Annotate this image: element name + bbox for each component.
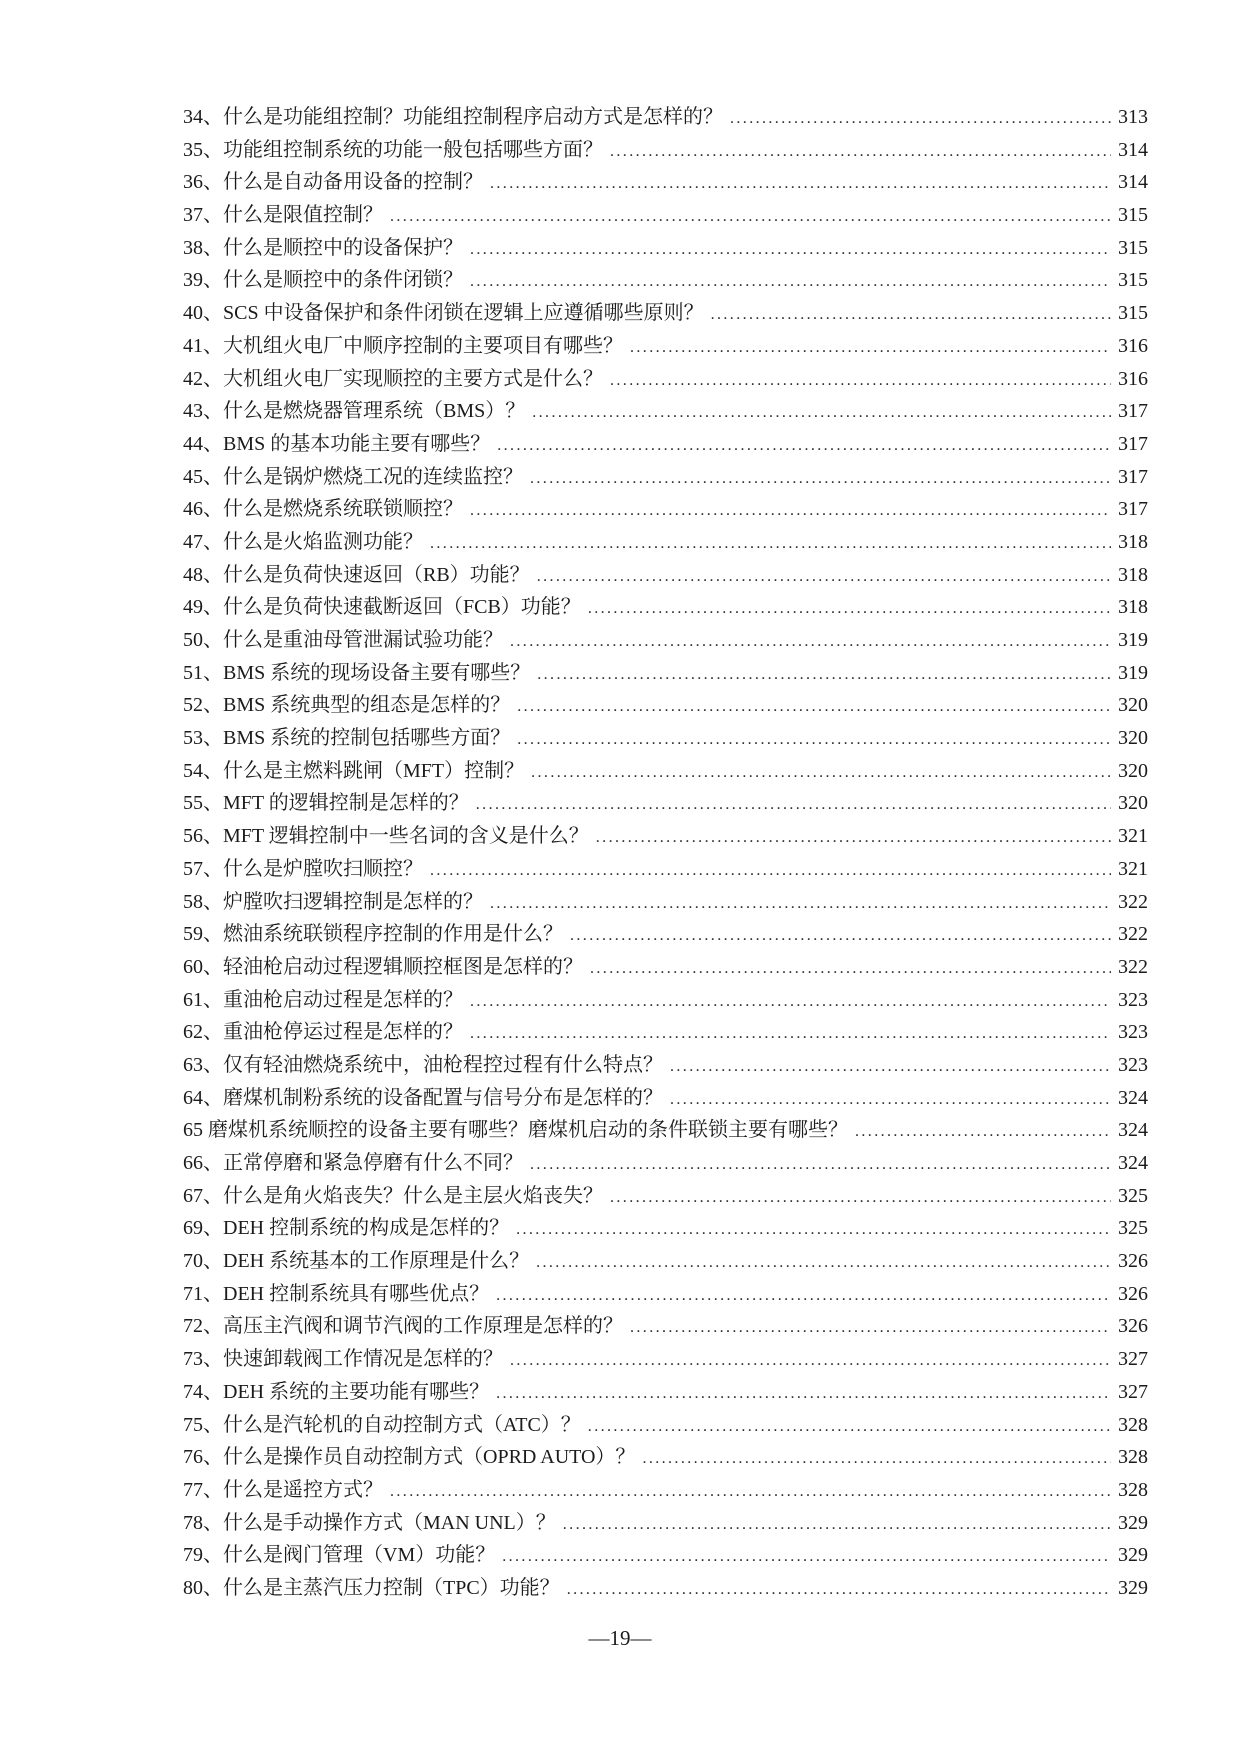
toc-entry[interactable]	[183, 1571, 1148, 1604]
toc-entry-page: 322	[1118, 890, 1148, 913]
toc-entry-label: 36、什么是自动备用设备的控制？	[183, 171, 483, 194]
dot-leader	[502, 1544, 1111, 1567]
dot-leader	[537, 564, 1111, 587]
dot-leader	[496, 1283, 1111, 1306]
toc-entry-label: 76、什么是操作员自动控制方式（OPRD AUTO）？	[183, 1446, 636, 1469]
toc-entry-label: 43、什么是燃烧器管理系统（BMS）？	[183, 400, 526, 423]
toc-entry-page: 320	[1118, 792, 1148, 815]
dot-leader	[470, 237, 1111, 260]
toc-entry-label: 61、重油枪启动过程是怎样的？	[183, 988, 463, 1011]
toc-entry-page: 315	[1118, 269, 1148, 292]
dot-leader	[517, 727, 1111, 750]
toc-entry[interactable]	[183, 1048, 1148, 1081]
toc-entry[interactable]	[183, 1146, 1148, 1179]
toc-entry[interactable]	[183, 1244, 1148, 1277]
toc-entry-page: 329	[1118, 1511, 1148, 1534]
toc-entry-label: 66、正常停磨和紧急停磨有什么不同？	[183, 1152, 523, 1174]
toc-entry-page: 328	[1118, 1446, 1148, 1469]
toc-entry-label: 70、DEH 系统基本的工作原理是什么？	[183, 1250, 530, 1273]
toc-entry[interactable]	[183, 231, 1148, 264]
dot-leader	[596, 825, 1111, 848]
toc-entry[interactable]	[183, 362, 1148, 395]
dot-leader	[610, 1185, 1111, 1208]
toc-entry[interactable]	[183, 329, 1148, 362]
toc-entry-label: 71、DEH 控制系统具有哪些优点？	[183, 1282, 490, 1305]
dot-leader	[567, 1577, 1111, 1600]
dot-leader	[536, 1250, 1111, 1273]
toc-entry[interactable]	[183, 427, 1148, 460]
toc-entry-page: 326	[1118, 1315, 1148, 1338]
toc-entry[interactable]	[183, 885, 1148, 918]
toc-entry-label: 54、什么是主燃料跳闸（MFT）控制？	[183, 759, 525, 782]
toc-entry-label: 60、轻油枪启动过程逻辑顺控框图是怎样的？	[183, 955, 583, 978]
toc-entry-page: 324	[1118, 1152, 1148, 1174]
dot-leader	[610, 368, 1111, 391]
toc-entry[interactable]	[183, 819, 1148, 852]
toc-entry-label: 78、什么是手动操作方式（MAN UNL）？	[183, 1511, 556, 1534]
dot-leader	[476, 792, 1111, 815]
dot-leader	[496, 1381, 1111, 1404]
toc-entry[interactable]	[183, 492, 1148, 525]
toc-entry-page: 318	[1118, 596, 1148, 619]
toc-entry-label: 79、什么是阀门管理（VM）功能？	[183, 1544, 496, 1567]
toc-entry-page: 323	[1118, 1053, 1148, 1076]
toc-entry[interactable]	[183, 165, 1148, 198]
toc-entry-page: 321	[1118, 825, 1148, 848]
dot-leader	[490, 891, 1111, 914]
toc-entry[interactable]	[183, 1538, 1148, 1571]
toc-entry-page: 321	[1118, 857, 1148, 880]
toc-entry-page: 318	[1118, 530, 1148, 553]
toc-entry-label: 38、什么是顺控中的设备保护？	[183, 236, 463, 259]
toc-entry-label: 42、大机组火电厂实现顺控的主要方式是什么？	[183, 367, 603, 390]
toc-entry-label: 35、功能组控制系统的功能一般包括哪些方面？	[183, 138, 603, 161]
toc-entry-label: 65 磨煤机系统顺控的设备主要有哪些？磨煤机启动的条件联锁主要有哪些？	[183, 1119, 848, 1142]
toc-entry-page: 315	[1118, 302, 1148, 325]
toc-entry-page: 315	[1118, 236, 1148, 259]
toc-entry-label: 72、高压主汽阀和调节汽阀的工作原理是怎样的？	[183, 1315, 623, 1338]
dot-leader	[510, 1348, 1111, 1371]
toc-entry-page: 317	[1118, 465, 1148, 488]
toc-entry[interactable]	[183, 1342, 1148, 1375]
toc-entry[interactable]	[183, 917, 1148, 950]
toc-entry-page: 316	[1118, 367, 1148, 390]
toc-entry-label: 55、MFT 的逻辑控制是怎样的？	[183, 792, 469, 815]
toc-entry[interactable]	[183, 1408, 1148, 1441]
toc-entry-label: 63、仅有轻油燃烧系统中，油枪程控过程有什么特点？	[183, 1053, 663, 1076]
toc-entry[interactable]	[183, 1277, 1148, 1310]
dot-leader	[470, 498, 1111, 521]
toc-entry-page: 317	[1118, 432, 1148, 455]
toc-entry-label: 67、什么是角火焰丧失？什么是主层火焰丧失？	[183, 1184, 603, 1207]
toc-entry-page: 326	[1118, 1282, 1148, 1305]
dot-leader	[670, 1054, 1111, 1077]
toc-entry-label: 80、什么是主蒸汽压力控制（TPC）功能？	[183, 1576, 560, 1599]
toc-entry-label: 74、DEH 系统的主要功能有哪些？	[183, 1380, 490, 1403]
toc-entry[interactable]	[183, 721, 1148, 754]
toc-entry-page: 319	[1118, 629, 1148, 651]
toc-entry-label: 40、SCS 中设备保护和条件闭锁在逻辑上应遵循哪些原则？	[183, 302, 704, 325]
toc-entry[interactable]	[183, 590, 1148, 623]
dot-leader	[490, 171, 1111, 194]
dot-leader	[855, 1119, 1111, 1142]
toc-entry[interactable]	[183, 1015, 1148, 1048]
toc-entry-page: 320	[1118, 759, 1148, 782]
toc-entry-label: 69、DEH 控制系统的构成是怎样的？	[183, 1217, 510, 1240]
toc-entry-label: 34、什么是功能组控制？功能组控制程序启动方式是怎样的？	[183, 106, 723, 128]
toc-entry-page: 324	[1118, 1119, 1148, 1142]
dot-leader	[516, 1217, 1111, 1240]
dot-leader	[530, 1152, 1111, 1175]
toc-entry-page: 323	[1118, 1021, 1148, 1044]
dot-leader	[470, 1021, 1111, 1044]
toc-entry[interactable]	[183, 1179, 1148, 1212]
toc-entry[interactable]	[183, 950, 1148, 983]
toc-entry-page: 316	[1118, 334, 1148, 357]
toc-entry-label: 41、大机组火电厂中顺序控制的主要项目有哪些？	[183, 334, 623, 357]
toc-entry-label: 47、什么是火焰监测功能？	[183, 530, 423, 553]
page-number-footer: —19—	[588, 1626, 652, 1650]
toc-entry[interactable]	[183, 525, 1148, 558]
dot-leader	[563, 1512, 1111, 1535]
toc-entry-label: 59、燃油系统联锁程序控制的作用是什么？	[183, 923, 563, 946]
dot-leader	[390, 1479, 1111, 1502]
toc-entry-label: 53、BMS 系统的控制包括哪些方面？	[183, 727, 511, 750]
toc-entry-page: 328	[1118, 1478, 1148, 1501]
toc-entry-page: 325	[1118, 1184, 1148, 1207]
dot-leader	[588, 1414, 1111, 1437]
toc-entry-page: 319	[1118, 661, 1148, 684]
toc-entry[interactable]	[183, 296, 1148, 329]
toc-entry-label: 52、BMS 系统典型的组态是怎样的？	[183, 694, 511, 717]
toc-entry-page: 327	[1118, 1348, 1148, 1371]
toc-entry[interactable]	[183, 1113, 1148, 1146]
dot-leader	[470, 269, 1111, 292]
toc-entry[interactable]	[183, 1506, 1148, 1539]
toc-entry-label: 37、什么是限值控制？	[183, 204, 383, 227]
toc-entry-label: 64、磨煤机制粉系统的设备配置与信号分布是怎样的？	[183, 1086, 663, 1109]
toc-entry[interactable]	[183, 1211, 1148, 1244]
toc-entry[interactable]	[183, 852, 1148, 885]
dot-leader	[430, 531, 1111, 554]
toc-entry[interactable]	[183, 623, 1148, 656]
toc-entry[interactable]	[183, 1440, 1148, 1473]
toc-entry-page: 327	[1118, 1380, 1148, 1403]
dot-leader	[610, 139, 1111, 162]
dot-leader	[537, 662, 1111, 685]
toc-entry[interactable]	[183, 1473, 1148, 1506]
toc-entry[interactable]	[183, 983, 1148, 1016]
dot-leader	[531, 760, 1111, 783]
toc-entry-label: 44、BMS 的基本功能主要有哪些？	[183, 432, 491, 455]
dot-leader	[530, 466, 1111, 489]
toc-entry[interactable]	[183, 198, 1148, 231]
toc-entry-page: 317	[1118, 498, 1148, 521]
toc-entry-page: 322	[1118, 955, 1148, 978]
toc-entry-label: 58、炉膛吹扫逻辑控制是怎样的？	[183, 890, 483, 913]
toc-entry-page: 318	[1118, 563, 1148, 586]
toc-entry-page: 329	[1118, 1544, 1148, 1567]
toc-entry-label: 51、BMS 系统的现场设备主要有哪些？	[183, 661, 531, 684]
toc-entry-label: 77、什么是遥控方式？	[183, 1478, 383, 1501]
dot-leader	[510, 629, 1111, 652]
toc-entry[interactable]	[183, 754, 1148, 787]
toc-entry-page: 322	[1118, 923, 1148, 946]
toc-entry[interactable]	[183, 786, 1148, 819]
toc-entry[interactable]	[183, 1081, 1148, 1114]
toc-entry-label: 57、什么是炉膛吹扫顺控？	[183, 857, 423, 880]
toc-entry-label: 73、快速卸载阀工作情况是怎样的？	[183, 1348, 503, 1371]
dot-leader	[670, 1087, 1111, 1110]
dot-leader	[532, 400, 1111, 423]
toc-entry-label: 56、MFT 逻辑控制中一些名词的含义是什么？	[183, 825, 589, 848]
toc-entry-page: 320	[1118, 727, 1148, 750]
toc-entry-page: 314	[1118, 138, 1148, 161]
toc-entry-page: 323	[1118, 988, 1148, 1011]
toc-entry-page: 314	[1118, 171, 1148, 194]
toc-entry[interactable]	[183, 656, 1148, 689]
toc-entry-page: 328	[1118, 1413, 1148, 1436]
dot-leader	[517, 694, 1111, 717]
toc-entry-page: 320	[1118, 694, 1148, 717]
dot-leader	[590, 956, 1111, 979]
toc-entry-label: 75、什么是汽轮机的自动控制方式（ATC）？	[183, 1413, 581, 1436]
toc-entry[interactable]	[183, 133, 1148, 166]
toc-entry-page: 329	[1118, 1576, 1148, 1599]
toc-entry-page: 325	[1118, 1217, 1148, 1240]
toc-entry[interactable]	[183, 1309, 1148, 1342]
toc-entry-label: 48、什么是负荷快速返回（RB）功能？	[183, 563, 530, 586]
dot-leader	[711, 302, 1111, 325]
toc-entry-label: 46、什么是燃烧系统联锁顺控？	[183, 498, 463, 521]
dot-leader	[630, 335, 1111, 358]
toc-entry[interactable]	[183, 100, 1148, 133]
toc-list	[183, 100, 1148, 1604]
dot-leader	[390, 204, 1111, 227]
dot-leader	[642, 1446, 1111, 1469]
toc-entry-label: 49、什么是负荷快速截断返回（FCB）功能？	[183, 596, 581, 619]
toc-entry-label: 62、重油枪停运过程是怎样的？	[183, 1021, 463, 1044]
toc-entry[interactable]	[183, 1375, 1148, 1408]
toc-entry-page: 324	[1118, 1086, 1148, 1109]
toc-entry[interactable]	[183, 460, 1148, 493]
toc-entry-page: 326	[1118, 1250, 1148, 1273]
dot-leader	[588, 596, 1111, 619]
toc-entry-label: 50、什么是重油母管泄漏试验功能？	[183, 629, 503, 651]
toc-entry[interactable]	[183, 688, 1148, 721]
toc-entry-page: 313	[1118, 106, 1148, 128]
toc-entry-page: 315	[1118, 204, 1148, 227]
toc-entry-label: 45、什么是锅炉燃烧工况的连续监控？	[183, 465, 523, 488]
dot-leader	[470, 989, 1111, 1012]
toc-entry[interactable]	[183, 394, 1148, 427]
dot-leader	[497, 433, 1111, 456]
dot-leader	[570, 923, 1111, 946]
dot-leader	[730, 106, 1111, 129]
dot-leader	[430, 858, 1111, 881]
toc-entry-page: 317	[1118, 400, 1148, 423]
toc-entry[interactable]	[183, 558, 1148, 591]
toc-entry[interactable]	[183, 263, 1148, 296]
toc-entry-label: 39、什么是顺控中的条件闭锁？	[183, 269, 463, 292]
dot-leader	[630, 1315, 1111, 1338]
